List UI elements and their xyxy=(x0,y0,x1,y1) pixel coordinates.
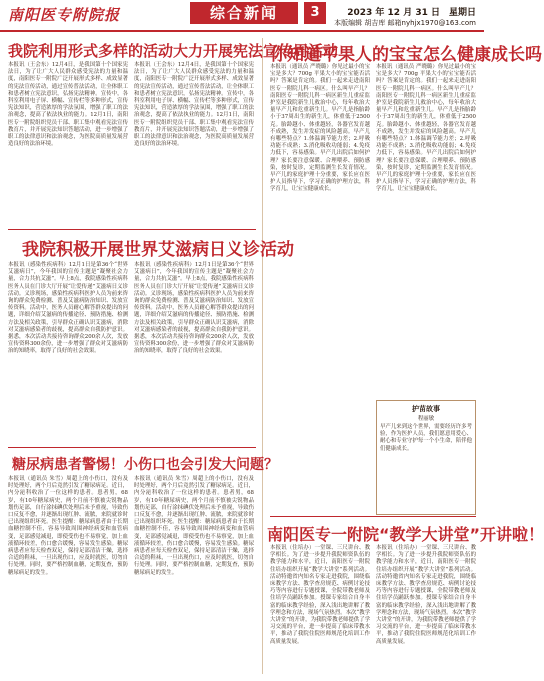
sidebar-author: 程丽敏 xyxy=(417,416,435,422)
article-text: 本报讯（通讯员 朱雪）周超上的小伤口，没有及时处理好，两个月后竟然引发了糖尿病足。近日，内分泌科收治了一位这样的患者。患者男，68岁，有10年糖尿病史，两个月前不慎被尖锐物品划伤足部，自行涂抹碘伏处理后未予重视，导致伤口反复不愈，并逐渐出现红肿、流脓，来院就诊时已出现组织坏死。医生提醒：糖尿病患者由于长期血糖控制不佳，容易导致周围神经病变和血管病变，足部感觉减退，即使受伤也不易察觉，加上血液循环较差，伤口愈合缓慢，容易发生感染。糖尿病患者应每天检查双足，保持足部清洁干燥，选择合适的鞋袜，一旦出现伤口，应及时就医，切勿自行处理。同时，要严格控制血糖，定期复查，预防糖尿病足的发生。 xyxy=(134,476,254,576)
article-text: 本报讯（通讯员 严晓璐）你见过最小的宝宝是多大？700g 平果大小的宝宝能否活吗？答案是肯定的。我们一起来走进南阳医专一附院儿科一病区。什么叫早产儿？南阳医专一附院儿科一病区新生儿重症监护室是我院新生儿救治中心，每年收治大量早产儿和危重新生儿。早产儿是指胎龄小于37周出生的新生儿，体重低于2500克。胎龄越小、体重越轻，各器官发育越不成熟，发生并发症的风险越高。早产儿有哪些特点？1.体温调节能力差；2.呼吸功能不成熟；3.消化吸收功能弱；4.免疫力低下，容易感染。早产儿出院后如何护理？家长要注意保暖、合理喂养、预防感染，按时复诊，定期监测生长发育情况。早产儿的家庭护理十分重要，家长应在医护人员指导下，学习正确的护理方法，科学育儿，让宝宝健康成长。 xyxy=(376,64,476,193)
article-body-diabetes xyxy=(8,476,128,674)
editor-info: 本版编辑 胡吉库 邮箱nyhjx1970@163.com xyxy=(334,19,476,27)
article-text: 本报讯（感染性疾病科）12月1日是第36个“世界艾滋病日”，今年我国的宣传主题是“凝聚社会力量，合力共抗艾滋”。早上8点，我院感染性疾病科医务人员在门诊大厅开展“让爱传递”艾滋病日义诊活动。义诊现场，感染性疾病科医护人员为前来咨询的群众免费检测、普及艾滋病防治知识、发放宣传资料。活动中，医务人员耐心解答群众提出的问题，详细介绍艾滋病的传播途径、预防措施、检测方法及相关政策，引导群众正确认识艾滋病，消除对艾滋病感染者的歧视，提高群众自我防护意识。据悉，本次活动共接待咨询群众200余人次，发放宣传资料300余份，进一步增强了群众对艾滋病防治的知晓率，取得了良好的社会效果。 xyxy=(134,262,254,355)
article-body-constitution-cont xyxy=(134,62,254,226)
article-body-teaching-cont xyxy=(376,545,476,675)
masthead-rule xyxy=(0,30,484,32)
headline-aids-day: 我院积极开展世界艾滋病日义诊活动 xyxy=(22,240,294,260)
headline-diabetes: 糖尿病患者警惕！小伤口也会引发大问题？ xyxy=(12,457,278,473)
article-body-teaching xyxy=(270,545,370,675)
article-text: 本报讯（通讯员 朱雪）周超上的小伤口，没有及时处理好，两个月后竟然引发了糖尿病足。近日，内分泌科收治了一位这样的患者。患者男，68岁，有10年糖尿病史，两个月前不慎被尖锐物品划伤足部，自行涂抹碘伏处理后未予重视，导致伤口反复不愈，并逐渐出现红肿、流脓，来院就诊时已出现组织坏死。医生提醒：糖尿病患者由于长期血糖控制不佳，容易导致周围神经病变和血管病变，足部感觉减退，即使受伤也不易察觉，加上血液循环较差，伤口愈合缓慢，容易发生感染。糖尿病患者应每天检查双足，保持足部清洁干燥，选择合适的鞋袜，一旦出现伤口，应及时就医，切勿自行处理。同时，要严格控制血糖，定期复查，预防糖尿病足的发生。 xyxy=(8,476,128,576)
sidebar-text: 早产儿来到这个世界，需要经历许多考验，作为医护人员，我们愿意用爱心、耐心和专业守护每一个小生命，陪伴他们健康成长。 xyxy=(380,424,472,452)
column-sidebar xyxy=(376,400,476,515)
masthead xyxy=(0,0,484,34)
headline-teaching-lecture: 南阳医专一附院“教学大讲堂”开讲啦！ xyxy=(267,525,544,544)
headline-preemie: 你知道平果人的宝宝怎么健康成长吗 xyxy=(270,45,542,65)
page-number: 3 xyxy=(304,2,326,24)
section-rule xyxy=(270,516,476,517)
article-body-constitution xyxy=(8,62,128,226)
article-text: 本报讯（王会东）12月4日，是我国第十个国家宪法日，为了让广大人民群众感受宪法的力量和温度，南阳医专一附院广泛开展形式多样、成效显著的宪法宣传活动，通过宣传普法活动，让全体职工和患者树立宪法意识，弘扬宪法精神。宣传中，各科室利用电子屏、横幅、宣传栏等多种形式，宣传宪法知识，营造浓厚的学法氛围，增强了职工的法治观念，提高了依法执业的能力。12月1日，南阳医专一附院组织党员干部、职工集中观看宪法宣传教育片，并开展宪法知识答题活动，进一步增强了职工的法律意识和法治观念，为医院高质量发展营造良好的法治环境。 xyxy=(134,62,254,148)
article-body-preemie xyxy=(270,64,370,512)
article-body-aids-cont xyxy=(134,262,254,442)
section-rule xyxy=(8,447,256,448)
issue-date: 2023 年 12 月 31 日 星期日 xyxy=(347,8,476,18)
section-title: 综合新闻 xyxy=(190,2,298,24)
article-text: 本报讯（感染性疾病科）12月1日是第36个“世界艾滋病日”，今年我国的宣传主题是“凝聚社会力量，合力共抗艾滋”。早上8点，我院感染性疾病科医务人员在门诊大厅开展“让爱传递”艾滋病日义诊活动。义诊现场，感染性疾病科医护人员为前来咨询的群众免费检测、普及艾滋病防治知识、发放宣传资料。活动中，医务人员耐心解答群众提出的问题，详细介绍艾滋病的传播途径、预防措施、检测方法及相关政策，引导群众正确认识艾滋病，消除对艾滋病感染者的歧视，提高群众自我防护意识。据悉，本次活动共接待咨询群众200余人次，发放宣传资料300余份，进一步增强了群众对艾滋病防治的知晓率，取得了良好的社会效果。 xyxy=(8,262,128,355)
article-text: 本报讯（住培办）一堂课、三尺讲台、教学相长。为了进一步提升我院师资队伍的教学能力和水平，近日，南阳医专一附院住培办组织开展“教学大讲堂”系列活动。活动特邀省内知名专家走进我院，围绕临床教学方法、教学查房规范、病例讨论技巧等内容进行专题授课，全院带教老师及住培学员踊跃参加。授课专家结合自身丰富的临床教学经验，深入浅出地讲解了教学理念和方法，现场气氛热烈。本次“教学大讲堂”的开讲，为我院带教老师提供了学习交流的平台，进一步提高了临床带教水平，推动了我院住院医师规范化培训工作高质量发展。 xyxy=(376,545,476,645)
section-rule xyxy=(8,229,256,230)
article-text: 本报讯（住培办）一堂课、三尺讲台、教学相长。为了进一步提升我院师资队伍的教学能力和水平，近日，南阳医专一附院住培办组织开展“教学大讲堂”系列活动。活动特邀省内知名专家走进我院，围绕临床教学方法、教学查房规范、病例讨论技巧等内容进行专题授课，全院带教老师及住培学员踊跃参加。授课专家结合自身丰富的临床教学经验，深入浅出地讲解了教学理念和方法，现场气氛热烈。本次“教学大讲堂”的开讲，为我院带教老师提供了学习交流的平台，进一步提高了临床带教水平，推动了我院住院医师规范化培训工作高质量发展。 xyxy=(270,545,370,645)
headline-constitution-week: 我院利用形式多样的活动大力开展宪法宣传周活动 xyxy=(8,42,339,60)
article-text: 本报讯（王会东）12月4日，是我国第十个国家宪法日，为了让广大人民群众感受宪法的力量和温度，南阳医专一附院广泛开展形式多样、成效显著的宪法宣传活动，通过宣传普法活动，让全体职工和患者树立宪法意识，弘扬宪法精神。宣传中，各科室利用电子屏、横幅、宣传栏等多种形式，宣传宪法知识，营造浓厚的学法氛围，增强了职工的法治观念，提高了依法执业的能力。12月1日，南阳医专一附院组织党员干部、职工集中观看宪法宣传教育片，并开展宪法知识答题活动，进一步增强了职工的法律意识和法治观念，为医院高质量发展营造良好的法治环境。 xyxy=(8,62,128,148)
article-body-diabetes-cont xyxy=(134,476,254,674)
article-body-preemie-cont xyxy=(376,64,476,394)
column-divider xyxy=(262,38,263,674)
sidebar-title: 护苗故事 xyxy=(412,405,440,413)
article-body-aids xyxy=(8,262,128,442)
article-text: 本报讯（通讯员 严晓璐）你见过最小的宝宝是多大？700g 平果大小的宝宝能否活吗？答案是肯定的。我们一起来走进南阳医专一附院儿科一病区。什么叫早产儿？南阳医专一附院儿科一病区新生儿重症监护室是我院新生儿救治中心，每年收治大量早产儿和危重新生儿。早产儿是指胎龄小于37周出生的新生儿，体重低于2500克。胎龄越小、体重越轻，各器官发育越不成熟，发生并发症的风险越高。早产儿有哪些特点？1.体温调节能力差；2.呼吸功能不成熟；3.消化吸收功能弱；4.免疫力低下，容易感染。早产儿出院后如何护理？家长要注意保暖、合理喂养、预防感染，按时复诊，定期监测生长发育情况。早产儿的家庭护理十分重要，家长应在医护人员指导下，学习正确的护理方法，科学育儿，让宝宝健康成长。 xyxy=(270,64,370,193)
newspaper-brand: 南阳医专附院报 xyxy=(8,6,121,24)
